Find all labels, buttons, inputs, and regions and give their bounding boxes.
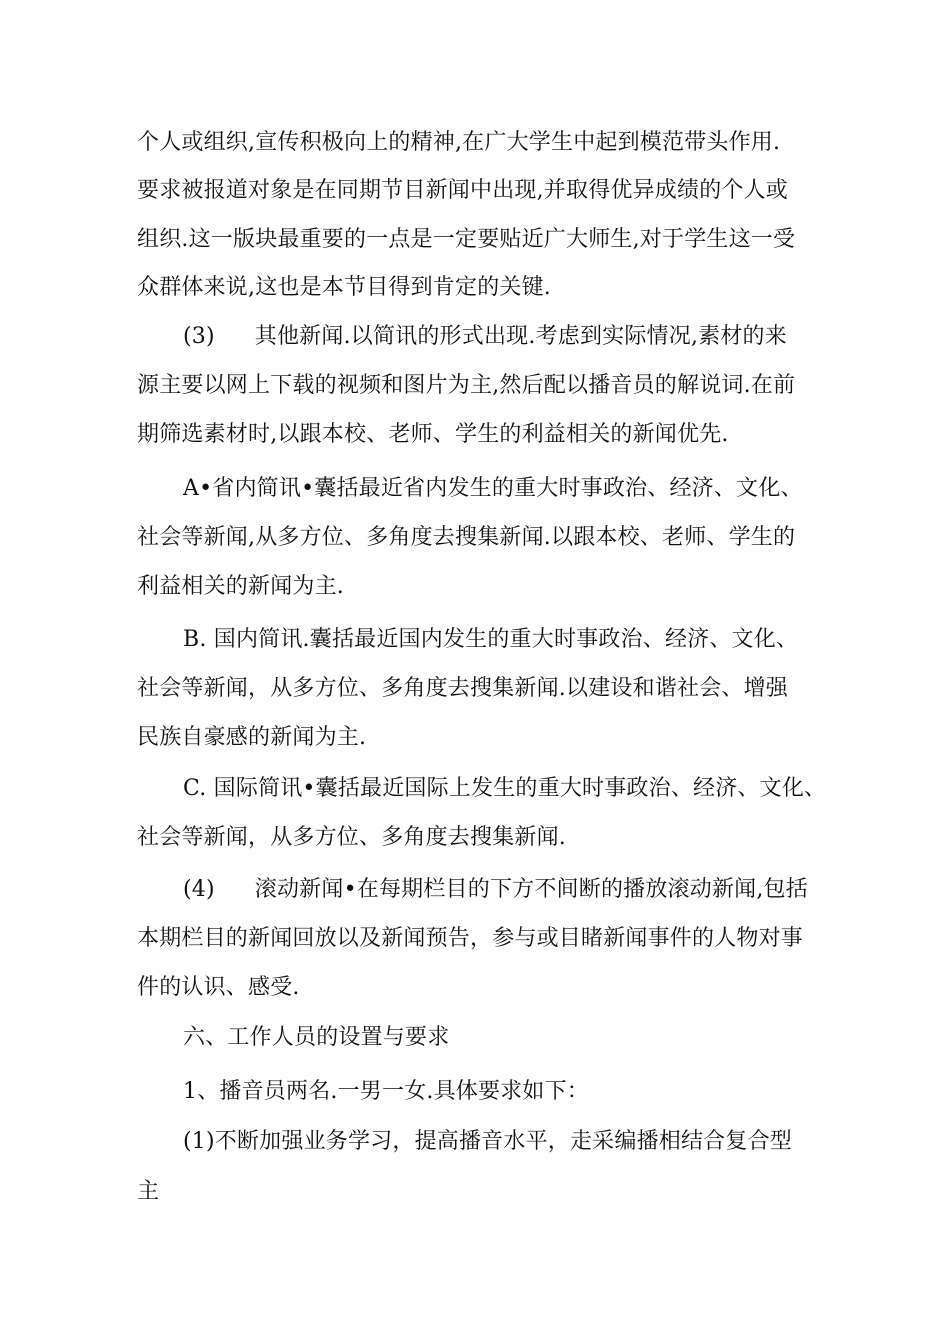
- paragraph-line: [183, 320, 827, 354]
- item-text: 其他新闻.以简讯的形式出现.考虑到实际情况,素材的来: [254, 324, 787, 349]
- paragraph-line: 社会等新闻,从多方位、多角度去搜集新闻.以跟本校、老师、学生的: [137, 525, 796, 550]
- item-number: (3): [183, 324, 215, 349]
- paragraph-line: 个人或组织,宣传积极向上的精神,在广大学生中起到模范带头作用.: [137, 130, 781, 155]
- paragraph-line: 件的认识、感受.: [137, 975, 300, 1000]
- paragraph-line: 民族自豪感的新闻为主.: [137, 725, 367, 750]
- paragraph-line: 众群体来说,这也是本节目得到肯定的关键.: [137, 275, 551, 300]
- section-heading: 六、工作人员的设置与要求: [183, 1025, 450, 1050]
- item-text: 滚动新闻•在每期栏目的下方不间断的播放滚动新闻,包括: [254, 877, 808, 902]
- paragraph-line: 社会等新闻，从多方位、多角度去搜集新闻.: [137, 825, 566, 850]
- paragraph-line: 组织.这一版块最重要的一点是一定要贴近广大师生,对于学生这一受: [137, 227, 796, 252]
- paragraph-line: C. 国际简讯•囊括最近国际上发生的重大时事政治、经济、文化、: [183, 776, 827, 801]
- paragraph-line: 1、播音员两名.一男一女.具体要求如下：: [183, 1079, 589, 1104]
- paragraph-line: 利益相关的新闻为主.: [137, 574, 344, 599]
- paragraph-line: 本期栏目的新闻回放以及新闻预告，参与或目睹新闻事件的人物对事: [137, 926, 804, 951]
- paragraph-line: B. 国内简讯.囊括最近国内发生的重大时事政治、经济、文化、: [183, 627, 799, 652]
- paragraph-line: 期筛选素材时,以跟本校、老师、学生的利益相关的新闻优先.: [137, 422, 729, 447]
- paragraph-line: 要求被报道对象是在同期节目新闻中出现,并取得优异成绩的个人或: [137, 178, 788, 203]
- paragraph-line: 社会等新闻，从多方位、多角度去搜集新闻.以建设和谐社会、增强: [137, 676, 788, 701]
- paragraph-line: 源主要以网上下载的视频和图片为主,然后配以播音员的解说词.在前: [137, 373, 796, 398]
- paragraph-line: [183, 873, 827, 907]
- paragraph-line: 主: [137, 1179, 160, 1204]
- paragraph-line: (1)不断加强业务学习，提高播音水平，走采编播相结合复合型: [183, 1129, 792, 1154]
- paragraph-line: A•省内简讯•囊括最近省内发生的重大时事政治、经济、文化、: [183, 476, 803, 501]
- item-number: (4): [183, 877, 215, 902]
